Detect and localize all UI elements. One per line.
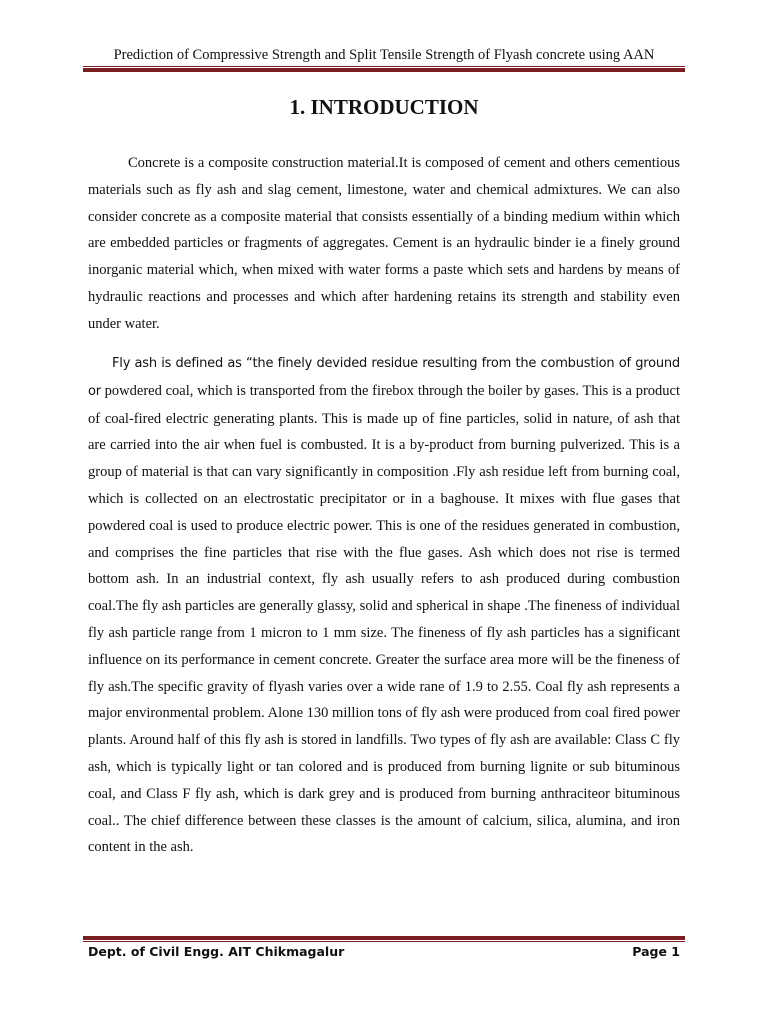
header-rule-thin — [83, 66, 685, 67]
footer-rule-thick — [83, 936, 685, 940]
footer-department: Dept. of Civil Engg. AIT Chikmagalur — [88, 944, 345, 959]
paragraph-fly-ash-lead: Fly ash is defined as “the finely devided residue resulting from the combustion of ground or — [88, 356, 680, 399]
paragraph-fly-ash-body: powdered coal, which is transported from the firebox through the boiler by gases. This is a product of coal-fired electric generating plants. This is made up of fine particles, solid in nature, of ash that are carried into the air when fuel is combusted. It is a by-product from burning pulverized. This is a group of material is that can vary significantly in composition .Fly ash residue left from burning coal, which is collected on an electrostatic precipitator or in a baghouse. It mixes with flue gases that powdered coal is used to produce electric power. This is one of the residues generated in combustion, and comprises the fine particles that rise with the flue gases. Ash which does not rise is termed bottom ash. In an industrial context, fly ash usually refers to ash produced during combustion coal.The fly ash particles are generally glassy, solid and spherical in shape .The fineness of individual fly ash particle range from 1 micron to 1 mm size. The fineness of fly ash particles has a significant influence on its performance in cement concrete. Greater the surface area more will be the fineness of fly ash.The specific gravity of flyash varies over a wide rane of 1.9 to 2.55. Coal fly ash represents a major environmental problem. Alone 130 million tons of fly ash were produced from coal fired power plants. Around half of this fly ash is stored in landfills. Two types of fly ash are available: Class C fly ash, which is typically light or tan colored and is produced from burning lignite or sub bituminous coal, and Class F fly ash, which is dark grey and is produced from burning anthraciteor bituminous coal.. The chief difference between these classes is the amount of calcium, silica, alumina, and iron content in the ash. — [88, 382, 680, 856]
header-rule-thick — [83, 68, 685, 72]
section-title: 1. INTRODUCTION — [289, 95, 479, 119]
footer-page-number: Page 1 — [632, 944, 680, 959]
running-header: Prediction of Compressive Strength and Split Tensile Strength of Flyash concrete using AAN — [113, 47, 655, 63]
paragraph-intro-concrete: Concrete is a composite construction material.It is composed of cement and others cementious materials such as fly ash and slag cement, limestone, water and chemical admixtures. We can also consider concrete as a composite material that consists essentially of a binding medium within which are embedded particles or fragments of aggregates. Cement is an hydraulic binder ie a finely ground inorganic material which, when mixed with water forms a paste which sets and hardens by means of hydraulic reactions and processes and which after hardening retains its strength and stability even under water. — [88, 155, 680, 332]
paragraph-fly-ash — [88, 350, 680, 861]
footer-rule-thin — [83, 941, 685, 942]
